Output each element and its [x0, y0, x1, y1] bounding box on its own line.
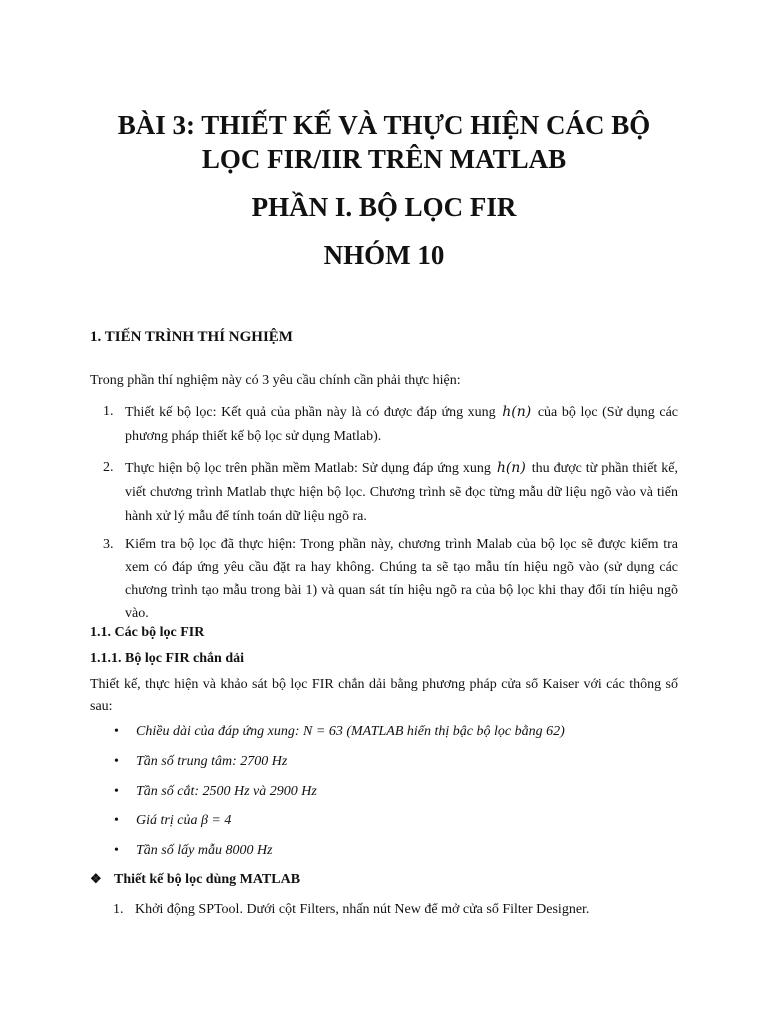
list-item-number: 1.: [103, 404, 114, 419]
subsection-description: Thiết kế, thực hiện và khảo sát bộ lọc FIR chắn dải bằng phương pháp cửa sổ Kaiser với các thông số sau:: [90, 677, 678, 714]
list-item: [113, 898, 673, 922]
bullet-icon: •: [114, 724, 119, 739]
list-item-text: thu được từ phần thiết kế, viết chương trình Matlab thực hiện bộ lọc. Chương trình sẽ đọc từng mẫu dữ liệu ngõ vào và tiến hành xử lý mẫu để tính toán dữ liệu ngõ ra.: [125, 461, 678, 524]
parameter-text: Tần số trung tâm: 2700 Hz: [136, 754, 288, 769]
part-heading: PHẦN I. BỘ LỌC FIR: [251, 192, 517, 222]
parameter-text: Chiều dài của đáp ứng xung: N = 63 (MATLAB hiển thị bậc bộ lọc bằng 62): [136, 724, 565, 739]
bullet-icon: •: [114, 843, 119, 858]
parameter-item: [114, 754, 287, 770]
list-item: [103, 400, 678, 449]
parameter-item: [114, 724, 565, 740]
parameter-item: [114, 813, 231, 829]
bullet-icon: •: [114, 813, 119, 828]
impulse-response-symbol: h(n): [502, 404, 532, 420]
section-heading: 1. TIẾN TRÌNH THÍ NGHIỆM: [90, 329, 293, 345]
section-intro: Trong phần thí nghiệm này có 3 yêu cầu chính cần phải thực hiện:: [90, 373, 461, 388]
bullet-icon: •: [114, 784, 119, 799]
list-item: [103, 456, 678, 529]
list-item-number: 2.: [103, 460, 114, 475]
list-item-text: Thực hiện bộ lọc trên phần mềm Matlab: Sử dụng đáp ứng xung: [125, 461, 491, 476]
impulse-response-symbol: h(n): [496, 460, 526, 476]
document-title-line-2: LỌC FIR/IIR TRÊN MATLAB: [201, 144, 567, 174]
parameter-text: Tần số cắt: 2500 Hz và 2900 Hz: [136, 784, 317, 799]
bullet-icon: •: [114, 754, 119, 769]
design-heading-row: [90, 871, 300, 888]
parameter-text: Giá trị của β = 4: [136, 813, 232, 828]
parameter-item: [114, 784, 317, 800]
diamond-bullet-icon: ❖: [90, 871, 102, 886]
list-item-number: 1.: [113, 902, 124, 917]
list-item: [103, 533, 678, 625]
design-heading: Thiết kế bộ lọc dùng MATLAB: [114, 872, 301, 887]
list-item-text: Thiết kế bộ lọc: Kết quả của phần này là có được đáp ứng xung: [125, 405, 496, 420]
list-item-text: của bộ lọc (Sử dụng các phương pháp thiết kế bộ lọc sử dụng Matlab).: [125, 405, 679, 444]
list-item-text: Khởi động SPTool. Dưới cột Filters, nhấn nút New để mở cửa sổ Filter Designer.: [135, 902, 590, 917]
parameter-text: Tần số lấy mẫu 8000 Hz: [136, 843, 273, 858]
subsection-heading: 1.1. Các bộ lọc FIR: [90, 625, 205, 640]
parameter-item: [114, 843, 273, 859]
subsubsection-heading: 1.1.1. Bộ lọc FIR chắn dải: [90, 651, 245, 666]
document-title-line-1: BÀI 3: THIẾT KẾ VÀ THỰC HIỆN CÁC BỘ: [117, 110, 651, 140]
list-item-number: 3.: [103, 537, 114, 552]
group-heading: NHÓM 10: [323, 240, 445, 270]
list-item-text: Kiểm tra bộ lọc đã thực hiện: Trong phần này, chương trình Malab của bộ lọc sẽ được kiểm tra xem có đáp ứng yêu cầu đặt ra hay không. Chúng ta sẽ tạo mẫu tín hiệu ngõ vào (sử dụng các chương trình tạo mẫu trong bài 1) và quan sát tín hiệu ngõ ra của bộ lọc khi thay đổi tín hiệu ngõ vào.: [125, 537, 678, 621]
